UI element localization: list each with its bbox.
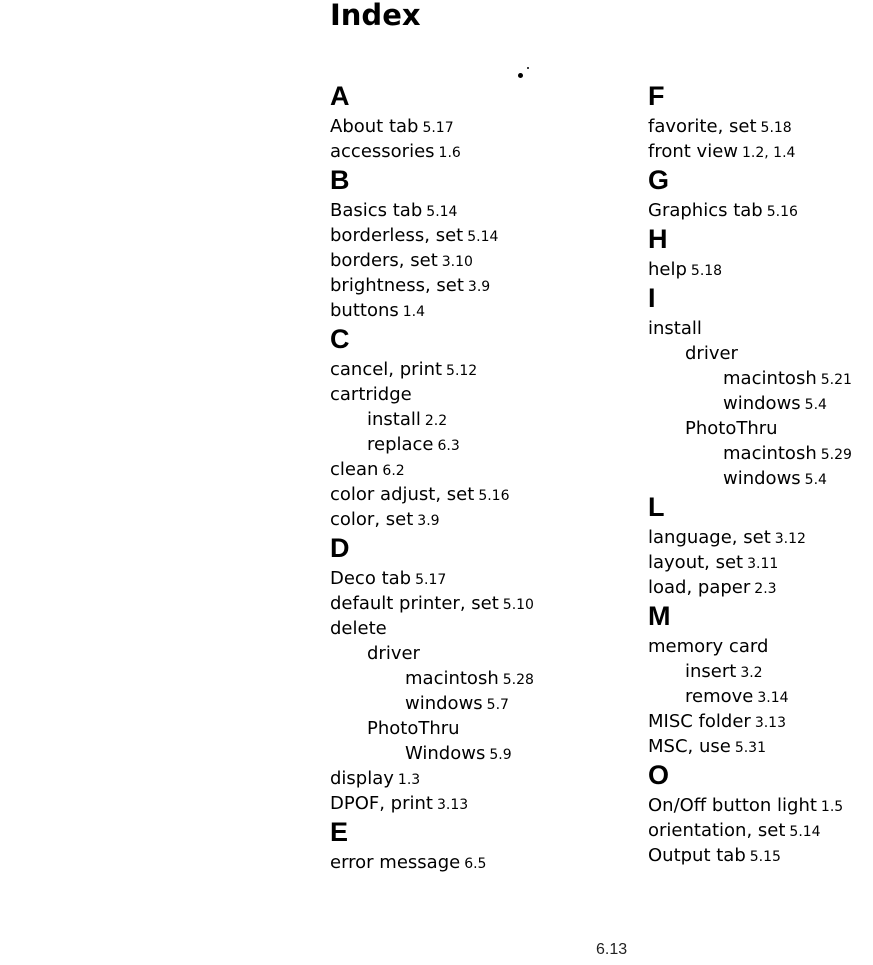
index-page-ref: 1.6 <box>438 145 461 161</box>
index-term: replace <box>367 434 434 455</box>
index-entry <box>330 457 630 482</box>
index-term: favorite, set <box>648 116 757 137</box>
index-page-ref: 5.31 <box>734 740 766 756</box>
index-entry <box>648 659 873 684</box>
index-term: MISC folder <box>648 711 751 732</box>
index-term: buttons <box>330 300 399 321</box>
index-term: About tab <box>330 116 419 137</box>
index-entry <box>648 575 873 600</box>
index-term: accessories <box>330 141 435 162</box>
index-page-ref: 3.14 <box>757 690 789 706</box>
index-entry <box>648 684 873 709</box>
index-term: delete <box>330 618 387 639</box>
index-entry <box>648 441 873 466</box>
index-term: front view <box>648 141 738 162</box>
index-term: default printer, set <box>330 593 499 614</box>
index-entry <box>330 691 630 716</box>
index-page-ref: 6.2 <box>382 463 405 479</box>
index-page-ref: 5.4 <box>804 397 827 413</box>
index-page-ref: 5.28 <box>502 672 534 688</box>
index-page-ref: 2.2 <box>424 413 448 429</box>
index-entry <box>330 114 630 139</box>
index-page-ref: 1.5 <box>820 799 844 815</box>
index-entry <box>330 407 630 432</box>
index-entry <box>330 273 630 298</box>
index-term: MSC, use <box>648 736 731 757</box>
section-letter: C <box>330 324 350 354</box>
index-term: remove <box>685 686 754 707</box>
index-entry <box>330 357 630 382</box>
index-term: language, set <box>648 527 771 548</box>
index-page-ref: 5.14 <box>789 824 821 840</box>
index-page-ref: 5.18 <box>760 120 792 136</box>
index-term: clean <box>330 459 379 480</box>
index-page-ref: 5.18 <box>690 263 723 279</box>
index-entry <box>648 525 873 550</box>
index-page-ref: 5.16 <box>766 204 798 220</box>
index-entry <box>648 793 873 818</box>
index-page-ref: 6.5 <box>464 856 487 872</box>
index-term: cancel, print <box>330 359 443 380</box>
index-term: borderless, set <box>330 225 464 246</box>
section-letter: O <box>648 760 670 790</box>
index-term: insert <box>685 661 737 682</box>
index-page-ref: 3.13 <box>436 797 469 813</box>
index-term: load, paper <box>648 577 751 598</box>
index-column-right <box>648 80 873 868</box>
index-page-ref: 5.4 <box>804 472 827 488</box>
index-entry <box>648 341 873 366</box>
section-letter: F <box>648 81 665 111</box>
section-letter: L <box>648 492 665 522</box>
index-entry <box>330 566 630 591</box>
index-term: driver <box>685 343 738 364</box>
index-term: Graphics tab <box>648 200 763 221</box>
index-term: PhotoThru <box>367 718 460 739</box>
index-page-ref: 3.2 <box>740 665 763 681</box>
index-page-ref: 1.4 <box>402 304 426 320</box>
index-entry <box>330 641 630 666</box>
index-entry <box>330 298 630 323</box>
section-letter: D <box>330 533 350 563</box>
scan-speck <box>527 67 529 69</box>
index-term: Windows <box>405 743 486 764</box>
index-term: color, set <box>330 509 414 530</box>
index-term: orientation, set <box>648 820 786 841</box>
index-term: brightness, set <box>330 275 464 296</box>
index-term: error message <box>330 852 461 873</box>
index-term: macintosh <box>723 443 817 464</box>
index-page-ref: 5.17 <box>422 120 454 136</box>
index-term: layout, set <box>648 552 744 573</box>
index-page-ref: 5.10 <box>502 597 534 613</box>
index-entry <box>648 257 873 282</box>
index-page-ref: 1.2, 1.4 <box>742 145 796 161</box>
index-page-ref: 5.14 <box>467 229 499 245</box>
index-entry <box>648 366 873 391</box>
page-number: 6.13 <box>596 941 628 958</box>
index-page-ref: 3.10 <box>441 254 473 270</box>
index-term: windows <box>723 468 801 489</box>
index-page-ref: 3.9 <box>417 513 440 529</box>
index-entry <box>648 416 873 441</box>
index-entry <box>648 198 873 223</box>
index-term: cartridge <box>330 384 412 405</box>
index-entry <box>648 709 873 734</box>
index-term: display <box>330 768 394 789</box>
index-entry <box>648 550 873 575</box>
index-entry <box>648 139 873 164</box>
index-page-ref: 5.15 <box>749 849 781 865</box>
index-page-ref: 1.3 <box>397 772 421 788</box>
index-entry <box>330 223 630 248</box>
index-entry <box>330 139 630 164</box>
index-term: memory card <box>648 636 769 657</box>
index-page-ref: 3.13 <box>754 715 786 731</box>
index-term: DPOF, print <box>330 793 433 814</box>
section-letter: H <box>648 224 668 254</box>
section-letter: I <box>648 283 656 313</box>
scan-speck <box>518 73 523 78</box>
index-term: Basics tab <box>330 200 423 221</box>
index-page-ref: 3.9 <box>467 279 491 295</box>
index-entry <box>330 432 630 457</box>
index-entry <box>330 791 630 816</box>
index-term: On/Off button light <box>648 795 817 816</box>
index-entry <box>648 843 873 868</box>
index-entry <box>330 482 630 507</box>
index-page-ref: 5.7 <box>486 697 509 713</box>
index-entry <box>330 716 630 741</box>
index-entry <box>648 634 873 659</box>
index-entry <box>648 316 873 341</box>
index-column-left <box>330 80 630 875</box>
index-page-ref: 5.9 <box>489 747 512 763</box>
index-term: help <box>648 259 687 280</box>
index-page-ref: 3.12 <box>774 531 806 547</box>
index-term: install <box>648 318 702 339</box>
index-term: color adjust, set <box>330 484 475 505</box>
index-term: windows <box>405 693 483 714</box>
index-entry <box>330 248 630 273</box>
section-letter: M <box>648 601 671 631</box>
index-entry <box>648 114 873 139</box>
index-entry <box>648 818 873 843</box>
index-term: macintosh <box>405 668 499 689</box>
index-page-ref: 2.3 <box>754 581 777 597</box>
index-entry <box>648 391 873 416</box>
index-entry <box>330 766 630 791</box>
index-entry <box>330 591 630 616</box>
index-term: borders, set <box>330 250 438 271</box>
section-letter: A <box>330 81 350 111</box>
index-term: driver <box>367 643 420 664</box>
section-letter: G <box>648 165 670 195</box>
index-page-ref: 5.17 <box>415 572 447 588</box>
index-term: PhotoThru <box>685 418 778 439</box>
section-letter: E <box>330 817 349 847</box>
index-page-ref: 3.11 <box>747 556 779 572</box>
section-letter: B <box>330 165 350 195</box>
index-entry <box>330 198 630 223</box>
index-entry <box>330 741 630 766</box>
index-term: Deco tab <box>330 568 412 589</box>
index-entry <box>330 382 630 407</box>
index-page-ref: 5.29 <box>820 447 852 463</box>
index-term: install <box>367 409 421 430</box>
index-term: windows <box>723 393 801 414</box>
index-page-ref: 5.16 <box>478 488 510 504</box>
index-page-ref: 5.12 <box>446 363 478 379</box>
index-page-ref: 5.21 <box>820 372 852 388</box>
index-page-ref: 6.3 <box>437 438 460 454</box>
index-term: Output tab <box>648 845 746 866</box>
index-entry <box>330 666 630 691</box>
index-entry <box>648 466 873 491</box>
index-entry <box>330 507 630 532</box>
index-entry <box>648 734 873 759</box>
index-entry <box>330 850 630 875</box>
index-entry <box>330 616 630 641</box>
index-page-ref: 5.14 <box>426 204 458 220</box>
page-title: Index <box>330 0 421 32</box>
index-term: macintosh <box>723 368 817 389</box>
